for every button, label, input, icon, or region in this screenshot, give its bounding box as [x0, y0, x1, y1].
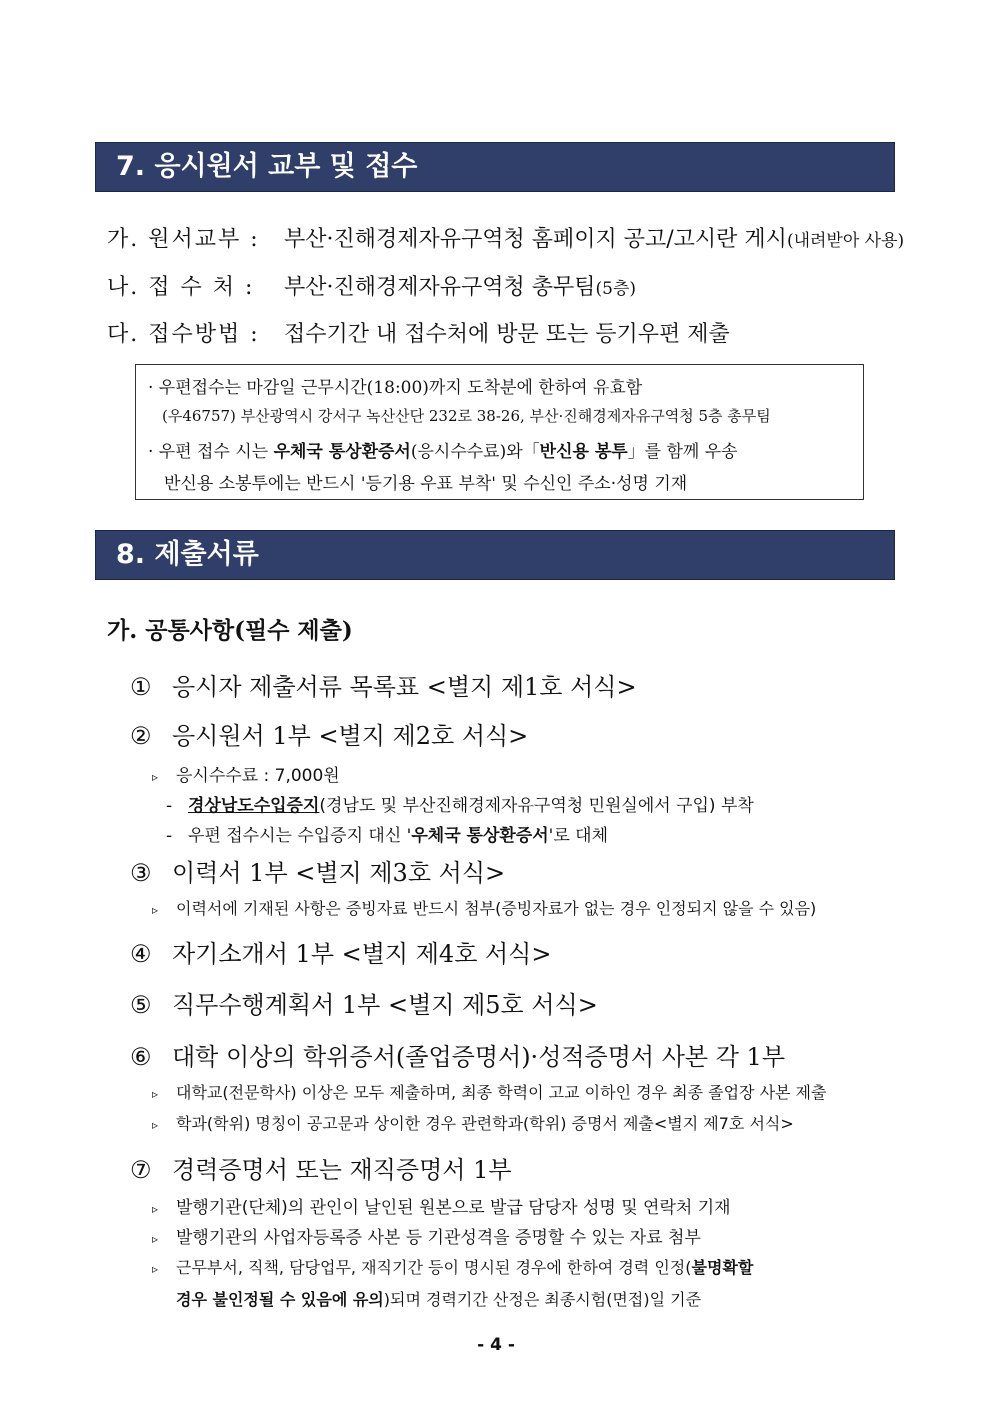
note-marker-icon: ▹	[152, 903, 159, 917]
dash-marker: -	[166, 826, 173, 846]
box-line-4: 반신용 소봉투에는 반드시 '등기용 우표 부착' 및 수신인 주소·성명 기재	[164, 474, 688, 494]
item-7	[130, 1150, 512, 1185]
item-2	[130, 716, 528, 751]
item-number: ⑦	[130, 1156, 152, 1184]
item-4	[130, 934, 551, 969]
line-label: 가. 원서교부 :	[107, 227, 260, 252]
note-marker-icon: ▹	[152, 1262, 159, 1276]
note-marker-icon: ▹	[152, 770, 159, 784]
item-text: 이력서 1부 <별지 제3호 서식>	[172, 859, 506, 887]
note-text: 발행기관의 사업자등록증 사본 등 기관성격을 증명할 수 있는 자료 첨부	[176, 1228, 701, 1248]
line-label: 다. 접수방법 :	[107, 322, 260, 347]
line-text: 부산·진해경제자유구역청 총무팀	[284, 275, 596, 300]
note-text: 우편 접수시는 수입증지 대신 '	[188, 826, 412, 846]
item-6	[130, 1037, 785, 1072]
box-line-3-pre: · 우편 접수 시는	[148, 442, 274, 462]
item-text: 응시원서 1부 <별지 제2호 서식>	[172, 722, 529, 750]
item-number: ③	[130, 859, 152, 887]
career-note-3	[152, 1255, 753, 1278]
degree-note-1	[152, 1080, 826, 1103]
warning-text: 경우 불인정될 수 있음에 유의	[176, 1290, 384, 1309]
box-line-1: · 우편접수는 마감일 근무시간(18:00)까지 도착분에 한하여 유효함	[148, 378, 643, 398]
common-items-subtitle: 가. 공통사항(필수 제출)	[107, 617, 353, 644]
degree-note-2	[152, 1111, 794, 1134]
line-suffix: (내려받아 사용)	[786, 231, 905, 251]
return-envelope-text: 반신용 봉투	[539, 442, 628, 462]
note-marker-icon: ▹	[152, 1202, 159, 1216]
item-number: ②	[130, 722, 152, 750]
postal-money-order-text: 우체국 통상환증서	[411, 826, 549, 846]
line-label: 나. 접 수 처 :	[107, 275, 255, 300]
note-marker-icon: ▹	[152, 1087, 159, 1101]
section-7-title: 7. 응시원서 교부 및 접수	[116, 151, 418, 182]
fee-note	[152, 761, 340, 786]
reception-place-line	[107, 270, 636, 301]
item-number: ①	[130, 673, 152, 701]
line-suffix: (5층)	[595, 279, 637, 299]
note-marker-icon: ▹	[152, 1232, 159, 1246]
note-text: (경남도 및 부산진해경제자유구역청 민원실에서 구입) 부착	[319, 796, 754, 816]
box-line-3	[148, 437, 738, 462]
section-7-header	[95, 142, 895, 192]
item-text: 자기소개서 1부 <별지 제4호 서식>	[172, 940, 552, 968]
career-note-3-cont	[176, 1287, 701, 1310]
item-text: 경력증명서 또는 재직증명서 1부	[172, 1156, 512, 1184]
postal-money-order-text: 우체국 통상환증서	[273, 442, 411, 462]
item-number: ⑤	[130, 991, 152, 1019]
item-text: 대학 이상의 학위증서(졸업증명서)·성적증명서 사본 각 1부	[172, 1043, 785, 1071]
stamp-note	[166, 791, 754, 816]
line-text: 접수기간 내 접수처에 방문 또는 등기우편 제출	[284, 322, 730, 347]
warning-text: 불명확할	[691, 1258, 754, 1277]
item-number: ⑥	[130, 1043, 152, 1071]
note-text: 학과(학위) 명칭이 공고문과 상이한 경우 관련학과(학위) 증명서 제출<별지 제7호 서식>	[176, 1114, 794, 1133]
item-number: ④	[130, 940, 152, 968]
box-line-2: (우46757) 부산광역시 강서구 녹산산단 232로 38-26, 부산·진해경제자유구역청 5층 총무팀	[162, 407, 771, 425]
section-8-header	[95, 530, 895, 580]
note-text: 발행기관(단체)의 관인이 날인된 원본으로 발급 담당자 성명 및 연락처 기재	[176, 1198, 731, 1218]
note-text: '로 대체	[548, 826, 608, 846]
revenue-stamp-text: 경상남도수입증지	[188, 796, 320, 816]
note-text: 응시수수료 : 7,000원	[176, 766, 340, 786]
item-1	[130, 667, 637, 702]
item-text: 직무수행계획서 1부 <별지 제5호 서식>	[172, 991, 598, 1019]
note-text: )되며 경력기간 산정은 최종시험(면접)일 기준	[383, 1290, 702, 1309]
postal-notice-box	[135, 364, 864, 500]
box-line-3-post: 」를 함께 우송	[627, 442, 738, 462]
application-distribution-line	[107, 222, 904, 253]
item-5	[130, 985, 598, 1020]
note-marker-icon: ▹	[152, 1118, 159, 1132]
line-text: 부산·진해경제자유구역청 홈페이지 공고/고시란 게시	[284, 227, 787, 252]
note-text: 이력서에 기재된 사항은 증빙자료 반드시 첨부(증빙자료가 없는 경우 인정되지 않을 수 있음)	[176, 899, 817, 918]
item-3	[130, 853, 505, 888]
postal-note	[166, 821, 608, 846]
item-text: 응시자 제출서류 목록표 <별지 제1호 서식>	[172, 673, 637, 701]
dash-marker: -	[166, 796, 173, 816]
career-note-2	[152, 1223, 701, 1248]
resume-note	[152, 896, 816, 919]
section-8-title: 8. 제출서류	[116, 539, 259, 570]
reception-method-line	[107, 317, 730, 348]
note-text: 대학교(전문학사) 이상은 모두 제출하며, 최종 학력이 고교 이하인 경우 최종 졸업장 사본 제출	[176, 1083, 827, 1102]
page-number: - 4 -	[477, 1335, 515, 1355]
note-text: 근무부서, 직책, 담당업무, 재직기간 등이 명시된 경우에 한하여 경력 인정(	[176, 1258, 692, 1277]
box-line-3-mid: (응시수수료)와「	[410, 442, 540, 462]
career-note-1	[152, 1193, 731, 1218]
